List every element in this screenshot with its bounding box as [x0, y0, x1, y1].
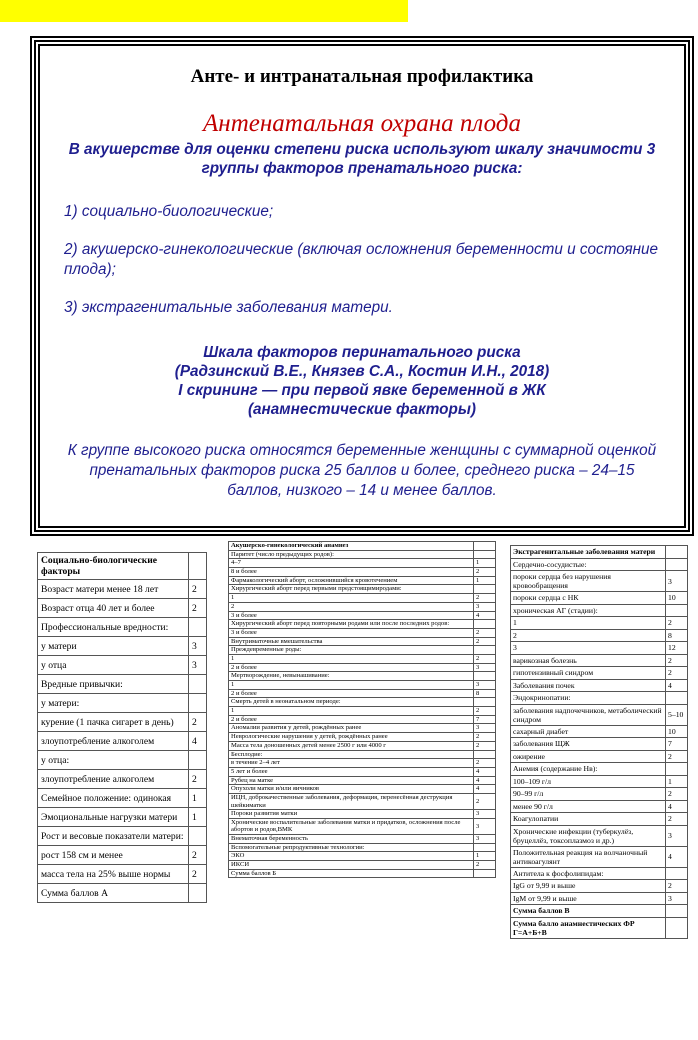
row-label: Профессиональные вредности:	[38, 618, 189, 637]
row-label: IgG от 9,99 и выше	[511, 880, 666, 893]
row-value	[474, 698, 496, 707]
table-row	[511, 880, 688, 893]
highlight-bar	[0, 0, 408, 22]
row-label: ИЦН, доброкачественные заболевания, деформация, перенесённая деструкция шейкиматки	[229, 793, 474, 809]
table-row	[229, 663, 496, 672]
table-row	[38, 808, 207, 827]
table-row	[38, 580, 207, 599]
row-label: Сумма баллов В	[511, 905, 666, 918]
row-value: 8	[666, 629, 688, 642]
table-row	[229, 628, 496, 637]
row-value: 2	[474, 594, 496, 603]
table-row	[38, 656, 207, 675]
row-value: 2	[474, 741, 496, 750]
table-row	[229, 776, 496, 785]
row-label: Масса тела доношенных детей менее 2500 г или 4000 г	[229, 741, 474, 750]
row-label: Антитела к фосфолипидам:	[511, 867, 666, 880]
row-label: 5 лет и более	[229, 767, 474, 776]
row-value: 2	[666, 667, 688, 680]
row-label: 8 и более	[229, 568, 474, 577]
extragenital-table	[510, 545, 688, 939]
table-row	[38, 751, 207, 770]
row-value: 8	[474, 689, 496, 698]
table-row	[38, 675, 207, 694]
table-row	[511, 846, 688, 867]
table-row	[511, 604, 688, 617]
intro-text: В акушерстве для оценки степени риска используют шкалу значимости 3 группы факторов пренатального риска:	[68, 141, 656, 177]
row-label: Положительная реакция на волчаночный антикоагулянт	[511, 846, 666, 867]
row-label: Анемия (содержание Hв):	[511, 763, 666, 776]
row-label: 2 и более	[229, 715, 474, 724]
table-row	[229, 672, 496, 681]
row-label: 90–99 г/л	[511, 788, 666, 801]
row-label: IgM от 9,99 и выше	[511, 892, 666, 905]
row-label: Смерть детей в неонатальном периоде:	[229, 698, 474, 707]
table-row	[511, 905, 688, 918]
row-label: Коагулопатии	[511, 813, 666, 826]
row-label: Вредные привычки:	[38, 675, 189, 694]
table-row	[511, 763, 688, 776]
table-row	[229, 594, 496, 603]
row-value: 7	[666, 738, 688, 751]
row-value: 10	[666, 725, 688, 738]
row-value: 2	[474, 568, 496, 577]
row-label: 2	[229, 602, 474, 611]
table-row	[511, 738, 688, 751]
row-value	[189, 694, 207, 713]
row-label: 1	[229, 707, 474, 716]
row-value: 3	[474, 810, 496, 819]
row-value: 3	[474, 818, 496, 834]
row-value	[666, 558, 688, 571]
row-label: Внематочная беременность	[229, 835, 474, 844]
row-label: Хирургический аборт перед первыми предстоящимиродами:	[229, 585, 474, 594]
table-row	[229, 689, 496, 698]
row-label: варикозная болезнь	[511, 654, 666, 667]
row-label: Возраст отца 40 лет и более	[38, 599, 189, 618]
table-row	[229, 759, 496, 768]
row-value: 2	[666, 750, 688, 763]
table-row	[229, 767, 496, 776]
row-value: 3	[666, 892, 688, 905]
row-value	[666, 692, 688, 705]
row-value: 4	[474, 776, 496, 785]
row-value: 2	[189, 713, 207, 732]
table-header: Социально-биологические факторы	[38, 553, 189, 580]
table-row	[511, 867, 688, 880]
row-value: 4	[666, 679, 688, 692]
row-label: 100–109 г/л	[511, 775, 666, 788]
row-value	[474, 869, 496, 878]
table-row	[511, 617, 688, 630]
row-label: 3	[511, 642, 666, 655]
table-row	[38, 732, 207, 751]
row-value	[666, 604, 688, 617]
row-label: 1	[229, 594, 474, 603]
table-row	[229, 724, 496, 733]
obstetric-history-table	[228, 541, 496, 878]
table-row	[229, 810, 496, 819]
row-label: сахарный диабет	[511, 725, 666, 738]
table-row	[229, 715, 496, 724]
row-value	[666, 867, 688, 880]
table-row	[229, 646, 496, 655]
row-value: 2	[474, 861, 496, 870]
row-value: 2	[666, 654, 688, 667]
row-label: Внутриматочные вмешательства	[229, 637, 474, 646]
row-value: 3	[474, 681, 496, 690]
row-value: 2	[189, 599, 207, 618]
row-label: Неврологические нарушения у детей, рождённых ранее	[229, 733, 474, 742]
table-row	[229, 585, 496, 594]
scale-line-3: I скрининг — при первой явке беременной в ЖК	[178, 382, 546, 399]
row-label: Эндокринопатии:	[511, 692, 666, 705]
table-row	[229, 568, 496, 577]
row-label: у матери	[38, 637, 189, 656]
row-label: Паритет (число предыдущих родов):	[229, 550, 474, 559]
row-value	[474, 672, 496, 681]
row-label: ИКСИ	[229, 861, 474, 870]
row-value: 4	[189, 732, 207, 751]
row-value: 1	[189, 789, 207, 808]
row-value: 12	[666, 642, 688, 655]
table-row	[229, 602, 496, 611]
table-row	[38, 884, 207, 903]
slide-subtitle: Антенатальная охрана плода	[203, 110, 521, 137]
table-row	[511, 725, 688, 738]
table-row	[38, 770, 207, 789]
table-row	[38, 713, 207, 732]
row-value	[474, 620, 496, 629]
table-row	[229, 861, 496, 870]
table-row	[229, 698, 496, 707]
row-label: в течение 2–4 лет	[229, 759, 474, 768]
row-value: 2	[189, 770, 207, 789]
row-value	[666, 917, 688, 938]
row-label: у матери:	[38, 694, 189, 713]
row-value: 3	[666, 571, 688, 592]
table-row	[38, 865, 207, 884]
row-value: 4	[666, 846, 688, 867]
row-label: ЭКО	[229, 852, 474, 861]
table-row	[229, 707, 496, 716]
table-row	[511, 788, 688, 801]
row-label: Заболевания почек	[511, 679, 666, 692]
table-row	[229, 733, 496, 742]
row-value: 3	[189, 637, 207, 656]
table-row	[229, 843, 496, 852]
row-value: 2	[474, 759, 496, 768]
row-label: Рост и весовые показатели матери:	[38, 827, 189, 846]
table-row	[229, 750, 496, 759]
table-row	[511, 750, 688, 763]
row-value: 2	[474, 793, 496, 809]
row-value: 1	[474, 576, 496, 585]
table-row	[38, 599, 207, 618]
table-row	[229, 835, 496, 844]
table-row	[511, 679, 688, 692]
scale-block	[64, 343, 660, 419]
table-row	[229, 852, 496, 861]
row-value: 1	[189, 808, 207, 827]
row-label: гипотензивный синдром	[511, 667, 666, 680]
table-row	[229, 620, 496, 629]
table-row	[229, 559, 496, 568]
row-value	[189, 751, 207, 770]
row-value: 2	[189, 846, 207, 865]
row-value: 2	[189, 865, 207, 884]
row-value: 4	[666, 800, 688, 813]
row-label: 1	[229, 681, 474, 690]
row-value: 1	[474, 559, 496, 568]
row-value: 10	[666, 592, 688, 605]
table-row	[229, 869, 496, 878]
table-row	[511, 654, 688, 667]
row-label: Хронические инфекции (туберкулёз, бруцеллёз, токсоплазмоз и др.)	[511, 825, 666, 846]
table-row	[229, 793, 496, 809]
row-label: Сумма балло анамнестических ФР Г=А+Б+В	[511, 917, 666, 938]
row-label: менее 90 г/л	[511, 800, 666, 813]
row-value: 3	[474, 835, 496, 844]
row-label: курение (1 пачка сигарет в день)	[38, 713, 189, 732]
row-value	[474, 750, 496, 759]
row-label: масса тела на 25% выше нормы	[38, 865, 189, 884]
scale-line-2: (Радзинский В.Е., Князев С.А., Костин И.Н., 2018)	[174, 363, 550, 380]
row-label: Возраст матери менее 18 лет	[38, 580, 189, 599]
risk-note: К группе высокого риска относятся беременные женщины с суммарной оценкой пренатальных факторов риска 25 баллов и более, среднего риска – 24–15 баллов, низкого – 14 и менее баллов.	[67, 442, 657, 499]
table-row	[229, 741, 496, 750]
table-row	[511, 825, 688, 846]
table-row	[511, 558, 688, 571]
row-value: 2	[666, 880, 688, 893]
social-factors-table	[37, 552, 207, 903]
row-label: злоупотребление алкоголем	[38, 770, 189, 789]
table-row	[229, 576, 496, 585]
row-value: 3	[474, 663, 496, 672]
row-value: 2	[474, 637, 496, 646]
row-value	[474, 550, 496, 559]
group-item-1: 1) социально-биологические;	[64, 203, 274, 220]
row-value: 4	[474, 611, 496, 620]
row-label: Сумма баллов А	[38, 884, 189, 903]
row-label: Хирургический аборт перед повторными родами или после последних родов:	[229, 620, 474, 629]
row-label: Бесплодие:	[229, 750, 474, 759]
row-value: 2	[666, 788, 688, 801]
table-row	[511, 917, 688, 938]
slide-panel	[30, 36, 694, 536]
scale-line-1: Шкала факторов перинатального риска	[203, 344, 521, 361]
row-label: Аномалии развития у детей, рождённых ранее	[229, 724, 474, 733]
row-label: 2	[511, 629, 666, 642]
row-label: злоупотребление алкоголем	[38, 732, 189, 751]
row-value: 4	[474, 785, 496, 794]
group-item-2: 2) акушерско-гинекологические (включая осложнения беременности и состояние плода);	[64, 241, 659, 278]
row-label: пороки сердца с НК	[511, 592, 666, 605]
table-row	[511, 629, 688, 642]
row-label: у отца:	[38, 751, 189, 770]
row-label: 2 и более	[229, 689, 474, 698]
table-row	[229, 818, 496, 834]
row-label: Рубец на матке	[229, 776, 474, 785]
row-label: Мертворождение, невынашивание:	[229, 672, 474, 681]
row-value: 3	[189, 656, 207, 675]
row-label: пороки сердца без нарушения кровообращения	[511, 571, 666, 592]
table-row	[38, 827, 207, 846]
table-row	[229, 550, 496, 559]
row-value: 2	[474, 733, 496, 742]
table-row	[229, 654, 496, 663]
row-label: Сумма баллов Б	[229, 869, 474, 878]
row-label: 1	[511, 617, 666, 630]
row-label: Пороки развития матки	[229, 810, 474, 819]
table-row	[511, 704, 688, 725]
row-value: 1	[666, 775, 688, 788]
table-header: Акушерско-гинекологический анамнез	[229, 542, 474, 551]
row-value: 3	[474, 724, 496, 733]
row-value: 2	[474, 707, 496, 716]
row-label: 4–7	[229, 559, 474, 568]
row-label: Фармакологический аборт, осложнившийся кровотечением	[229, 576, 474, 585]
group-item-3: 3) экстрагенитальные заболевания матери.	[64, 299, 393, 316]
row-value: 3	[474, 602, 496, 611]
table-row	[38, 637, 207, 656]
table-row	[511, 692, 688, 705]
row-value: 2	[189, 580, 207, 599]
table-row	[38, 846, 207, 865]
row-value	[189, 884, 207, 903]
table-row	[511, 813, 688, 826]
table-row	[229, 681, 496, 690]
row-label: 3 и более	[229, 611, 474, 620]
table-row	[511, 775, 688, 788]
row-label: ожирение	[511, 750, 666, 763]
row-value: 3	[666, 825, 688, 846]
row-label: заболевания ЩЖ	[511, 738, 666, 751]
row-value	[474, 843, 496, 852]
row-value: 5–10	[666, 704, 688, 725]
scale-line-4: (анамнестические факторы)	[247, 401, 477, 418]
table-row	[511, 892, 688, 905]
row-label: у отца	[38, 656, 189, 675]
table-row	[229, 611, 496, 620]
table-row	[511, 642, 688, 655]
row-value	[666, 763, 688, 776]
row-label: рост 158 см и менее	[38, 846, 189, 865]
row-value: 2	[474, 628, 496, 637]
row-label: 2 и более	[229, 663, 474, 672]
row-value	[474, 585, 496, 594]
row-label: Семейное положение: одинокая	[38, 789, 189, 808]
table-row	[511, 667, 688, 680]
row-value: 2	[474, 654, 496, 663]
row-label: Преждевременные роды:	[229, 646, 474, 655]
row-label: Хронические воспалительные заболевания матки и придатков, осложнения после абортов и родов,ВМК	[229, 818, 474, 834]
row-value: 4	[474, 767, 496, 776]
row-label: Сердечно-сосудистые:	[511, 558, 666, 571]
row-value: 1	[474, 852, 496, 861]
table-row	[511, 571, 688, 592]
row-value	[189, 827, 207, 846]
row-value	[474, 646, 496, 655]
row-label: Эмоциональные нагрузки матери	[38, 808, 189, 827]
row-value: 2	[666, 617, 688, 630]
row-value	[189, 675, 207, 694]
table-row	[38, 694, 207, 713]
table-row	[38, 789, 207, 808]
row-value: 7	[474, 715, 496, 724]
row-value: 2	[666, 813, 688, 826]
table-row	[229, 785, 496, 794]
table-row	[511, 800, 688, 813]
table-row	[511, 592, 688, 605]
row-label: Опухоли матки и/или яичников	[229, 785, 474, 794]
table-header: Экстрагенитальные заболевания матери	[511, 546, 666, 559]
row-label: 1	[229, 654, 474, 663]
table-row	[38, 618, 207, 637]
row-value	[666, 905, 688, 918]
row-value	[189, 618, 207, 637]
table-row	[229, 637, 496, 646]
row-label: хроническая АГ (стадии):	[511, 604, 666, 617]
row-label: Вспомогательные репродуктивные технологии:	[229, 843, 474, 852]
row-label: 3 и более	[229, 628, 474, 637]
slide-title: Анте- и интранатальная профилактика	[190, 66, 534, 87]
row-label: заболевания надпочечников, метаболический синдром	[511, 704, 666, 725]
